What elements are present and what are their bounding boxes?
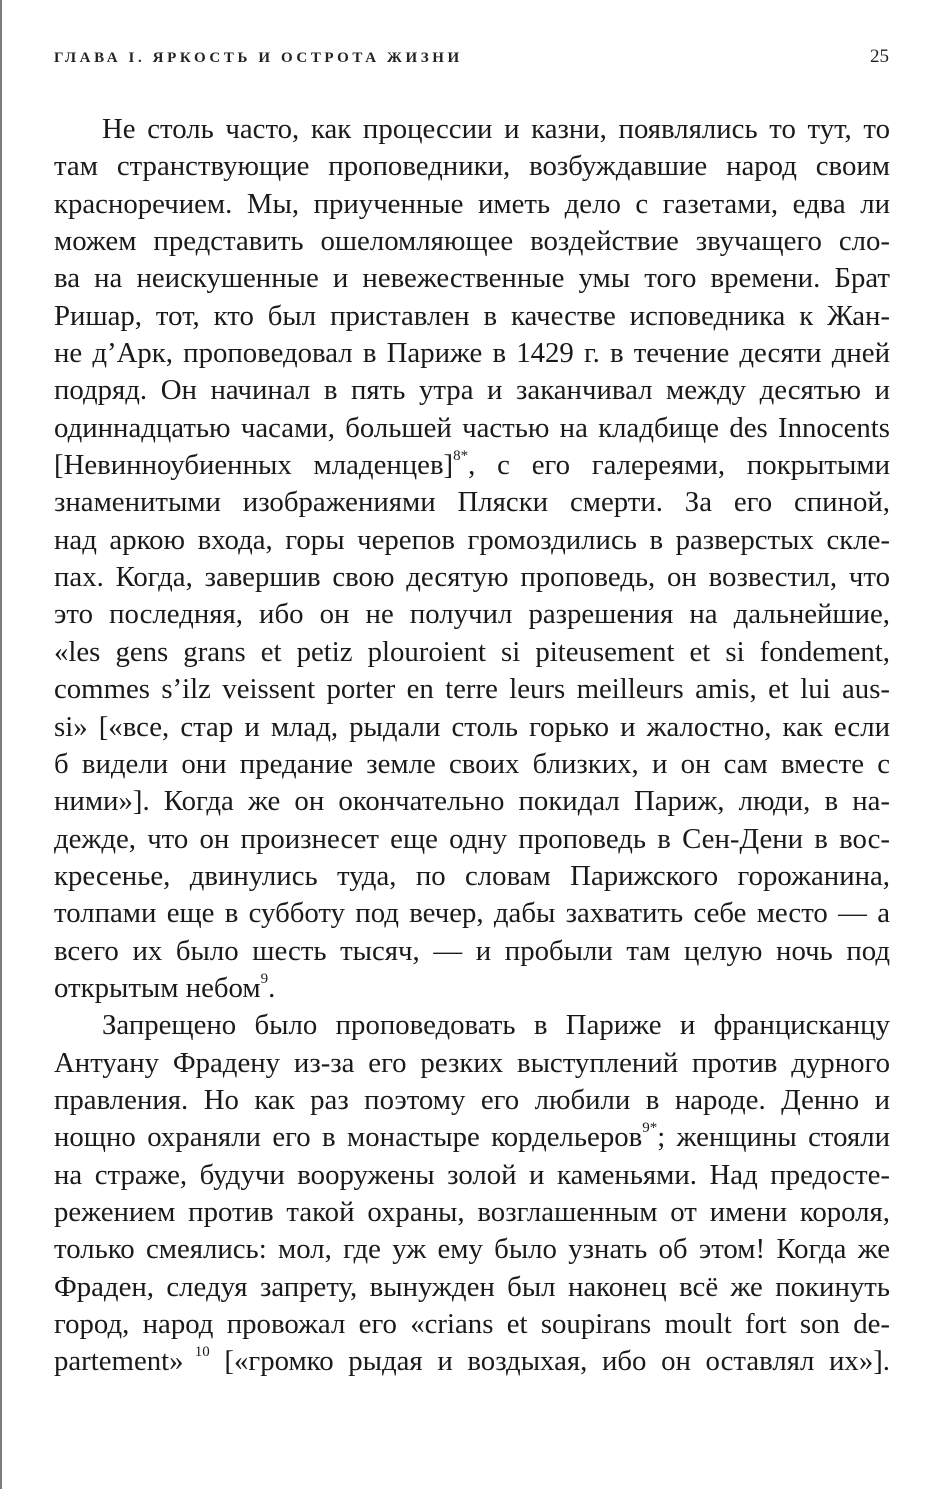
text-line: «les gens grans et petiz plouroient si piteusement et si fondement, (54, 635, 890, 668)
footnote-ref[interactable]: 9 (260, 970, 269, 987)
text-line: Фраден, следуя запрету, вынужден был наконец всё же покинуть (54, 1270, 890, 1303)
text-line: там странствующие проповедники, возбуждавшие народ своим (54, 150, 890, 183)
footnote-ref[interactable]: 10 (183, 1344, 210, 1361)
text-segment: partement» (54, 1345, 184, 1378)
text-line: на страже, будучи вооружены золой и каменьями. Над предосте- (54, 1158, 890, 1191)
text-line: можем представить ошеломляющее воздействие звучащего сло- (54, 225, 890, 258)
text-line (54, 447, 890, 484)
paragraph-1 (54, 111, 890, 1007)
text-segment: . (268, 971, 276, 1004)
text-line: красноречием. Мы, приученные иметь дело с газетами, едва ли (54, 187, 890, 220)
text-line: commes s’ilz veissent porter en terre leurs meilleurs amis, et lui aus- (54, 673, 890, 706)
text-line: режением против такой охраны, возглашенным от имени короля, (54, 1195, 890, 1228)
text-line: ва на неискушенные и невежественные умы того времени. Брат (54, 262, 890, 295)
text-segment: ; женщины стояли (657, 1121, 890, 1154)
text-segment: [«громко рыдая и воздыхая, ибо он оставлял их»]. (209, 1345, 890, 1378)
text-line: Ришар, тот, кто был приставлен в качестве исповедника к Жан- (54, 299, 890, 332)
text-line: город, народ провожал его «crians et soupirans moult fort son de- (54, 1308, 890, 1340)
footnote-ref[interactable]: 9* (642, 1120, 658, 1137)
text-line: над аркою входа, горы черепов громоздились в разверстых скле- (54, 523, 890, 556)
text-line: только смеялись: мол, где уж ему было узнать об этом! Когда же (54, 1233, 890, 1266)
text-line: Запрещено было проповедовать в Париже и францисканцу (102, 1009, 890, 1042)
running-header (54, 46, 889, 70)
running-title: ГЛАВА I. ЯРКОСТЬ И ОСТРОТА ЖИЗНИ (54, 50, 463, 66)
text-line: всего их было шесть тысяч, — и пробыли там целую ночь под (54, 934, 890, 967)
text-line: б видели они предание земле своих близких, и он сам вместе с (54, 747, 890, 780)
text-line: дежде, что он произнесет еще одну проповедь в Сен-Дени в вос- (54, 822, 890, 855)
footnote-ref[interactable]: 8* (453, 448, 469, 465)
text-line: подряд. Он начинал в пять утра и заканчивал между десятью и (54, 374, 890, 407)
text-line: si» [«все, стар и млад, рыдали столь горько и жалостно, как если (54, 710, 890, 743)
text-segment: [Невинноубиенных младенцев] (54, 449, 454, 482)
text-segment: открытым небом (54, 971, 261, 1004)
text-line (54, 970, 890, 1007)
body-text (54, 111, 890, 1381)
text-line: кресенье, двинулись туда, по словам Парижского горожанина, (54, 859, 890, 892)
text-line (54, 1343, 890, 1380)
text-segment: нощно охраняли его в монастыре кордельеров (54, 1121, 643, 1154)
page-number: 25 (870, 46, 889, 67)
text-line: ними»]. Когда же он окончательно покидал Париж, люди, в на- (54, 785, 890, 818)
text-line: толпами еще в субботу под вечер, дабы захватить себе место — а (54, 897, 890, 930)
text-line: одиннадцатью часами, большей частью на кладбище des Innocents (54, 411, 890, 444)
text-line: Антуану Фрадену из-за его резких выступлений против дурного (54, 1046, 890, 1079)
text-segment: , с его галереями, покрытыми (468, 449, 890, 482)
text-line: правления. Но как раз поэтому его любили в народе. Денно и (54, 1083, 890, 1116)
text-line: знаменитыми изображениями Пляски смерти. За его спиной, (54, 486, 890, 519)
text-line: не д’Арк, проповедовал в Париже в 1429 г. в течение десяти дней (54, 337, 890, 370)
text-line: пах. Когда, завершив свою десятую проповедь, он возвестил, что (54, 561, 890, 594)
text-line: Не столь часто, как процессии и казни, появлялись то тут, то (102, 113, 890, 145)
paragraph-2 (54, 1007, 890, 1380)
text-line: это последняя, ибо он не получил разрешения на дальнейшие, (54, 598, 890, 631)
text-line (54, 1119, 890, 1156)
